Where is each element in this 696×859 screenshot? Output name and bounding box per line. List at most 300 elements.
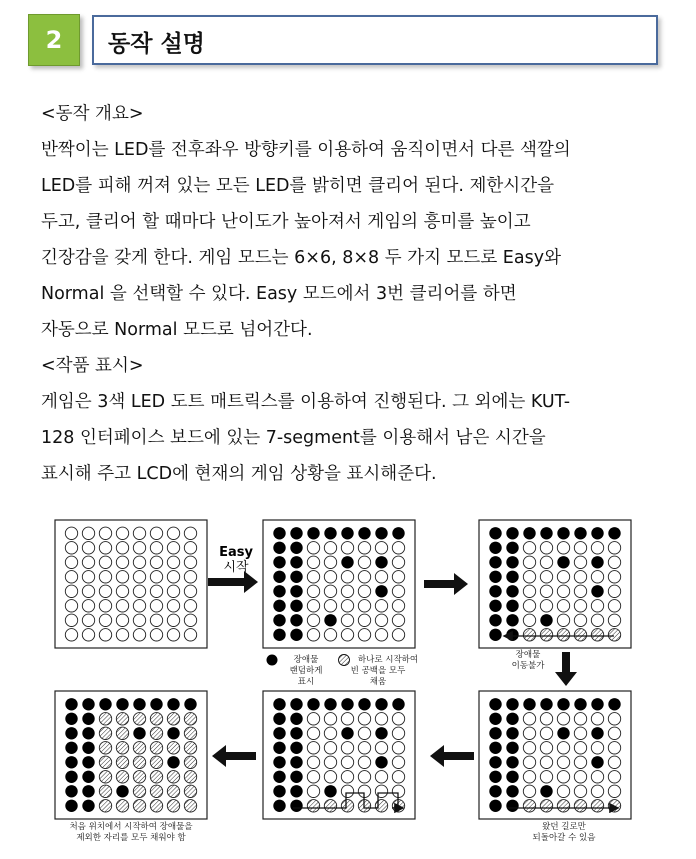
led-empty: [523, 556, 535, 568]
led-filled: [99, 713, 111, 725]
led-empty: [82, 556, 94, 568]
led-empty: [540, 542, 552, 554]
led-obstacle: [489, 527, 501, 539]
step-arrow-4: [430, 745, 474, 767]
led-empty: [307, 556, 319, 568]
led-empty: [307, 756, 319, 768]
led-empty: [523, 771, 535, 783]
led-obstacle: [273, 785, 285, 797]
text-line: 두고, 클리어 할 때마다 난이도가 높아져서 게임의 흥미를 높이고: [41, 212, 531, 232]
led-filled: [150, 785, 162, 797]
led-empty: [375, 571, 387, 583]
led-obstacle: [489, 800, 501, 812]
led-empty: [82, 542, 94, 554]
led-empty: [358, 556, 370, 568]
led-empty: [608, 542, 620, 554]
text-line: LED를 피해 꺼져 있는 모든 LED를 밝히면 클리어 된다. 제한시간을: [41, 176, 555, 196]
led-empty: [307, 713, 319, 725]
led-obstacle: [608, 527, 620, 539]
led-obstacle: [591, 527, 603, 539]
led-obstacle: [82, 698, 94, 710]
led-obstacle: [324, 698, 336, 710]
led-filled: [99, 756, 111, 768]
obstacle-legend-icon: [267, 655, 278, 666]
led-obstacle: [506, 600, 518, 612]
text-line: 표시해 주고 LCD에 현재의 게임 상황을 표시해준다.: [41, 464, 437, 484]
section-title: 동작 설명: [108, 31, 205, 57]
led-obstacle: [591, 585, 603, 597]
led-empty: [116, 629, 128, 641]
led-obstacle: [341, 556, 353, 568]
led-empty: [133, 585, 145, 597]
note-final-line2: 제외한 자리를 모두 채워야 함: [76, 833, 186, 843]
led-empty: [341, 713, 353, 725]
led-empty: [184, 542, 196, 554]
note-final-line1: 처음 위치에서 시작하여 장애물을: [69, 822, 193, 832]
led-obstacle: [506, 556, 518, 568]
matrix-frame: [55, 520, 207, 648]
led-empty: [358, 542, 370, 554]
led-empty: [133, 542, 145, 554]
led-empty: [65, 629, 77, 641]
led-obstacle: [591, 756, 603, 768]
led-empty: [99, 556, 111, 568]
led-empty: [150, 527, 162, 539]
led-empty: [591, 742, 603, 754]
led-obstacle: [82, 800, 94, 812]
led-obstacle: [506, 713, 518, 725]
led-obstacle: [608, 698, 620, 710]
led-empty: [150, 614, 162, 626]
led-empty: [608, 556, 620, 568]
matrix-frame: [263, 691, 415, 819]
led-obstacle: [506, 698, 518, 710]
led-obstacle: [506, 542, 518, 554]
led-empty: [65, 527, 77, 539]
led-empty: [150, 571, 162, 583]
led-obstacle: [290, 571, 302, 583]
led-empty: [184, 527, 196, 539]
led-empty: [574, 785, 586, 797]
led-obstacle: [540, 698, 552, 710]
led-obstacle: [116, 785, 128, 797]
led-empty: [392, 600, 404, 612]
led-filled: [99, 742, 111, 754]
led-obstacle: [290, 600, 302, 612]
led-obstacle: [65, 800, 77, 812]
led-obstacle: [506, 571, 518, 583]
led-empty: [591, 713, 603, 725]
led-empty: [116, 614, 128, 626]
led-obstacle: [489, 614, 501, 626]
led-empty: [591, 785, 603, 797]
led-empty: [540, 742, 552, 754]
led-empty: [540, 727, 552, 739]
led-obstacle: [290, 756, 302, 768]
led-empty: [133, 556, 145, 568]
led-empty: [82, 527, 94, 539]
led-filled: [167, 800, 179, 812]
led-empty: [392, 771, 404, 783]
led-empty: [392, 585, 404, 597]
step-arrow-3: [555, 652, 577, 686]
led-filled: [184, 785, 196, 797]
led-empty: [358, 727, 370, 739]
led-obstacle: [167, 756, 179, 768]
led-empty: [341, 785, 353, 797]
led-empty: [307, 629, 319, 641]
note-return-line2: 되돌아갈 수 있음: [532, 833, 596, 843]
led-obstacle: [167, 727, 179, 739]
led-filled: [150, 742, 162, 754]
led-empty: [574, 600, 586, 612]
led-filled: [150, 713, 162, 725]
led-empty: [341, 600, 353, 612]
led-empty: [341, 629, 353, 641]
led-empty: [99, 585, 111, 597]
led-obstacle: [273, 585, 285, 597]
led-empty: [392, 742, 404, 754]
led-filled: [99, 785, 111, 797]
led-empty: [358, 713, 370, 725]
led-filled: [557, 800, 569, 812]
led-empty: [557, 771, 569, 783]
led-empty: [82, 629, 94, 641]
led-empty: [591, 542, 603, 554]
led-obstacle: [574, 527, 586, 539]
legend-obstacle-line2: 랜덤하게: [289, 666, 323, 676]
led-obstacle: [358, 527, 370, 539]
led-obstacle: [290, 556, 302, 568]
led-empty: [116, 527, 128, 539]
led-obstacle: [506, 742, 518, 754]
led-empty: [341, 742, 353, 754]
led-obstacle: [82, 742, 94, 754]
led-filled: [133, 742, 145, 754]
led-empty: [523, 614, 535, 626]
led-empty: [540, 771, 552, 783]
led-empty: [574, 742, 586, 754]
led-obstacle: [523, 698, 535, 710]
legend-fill-line1: 하나로 시작하여: [357, 655, 419, 665]
led-empty: [116, 585, 128, 597]
led-obstacle: [65, 727, 77, 739]
legend-obstacle-line3: 표시: [297, 677, 315, 687]
led-empty: [184, 629, 196, 641]
led-obstacle: [591, 556, 603, 568]
led-empty: [307, 614, 319, 626]
led-filled: [184, 742, 196, 754]
led-filled: [184, 756, 196, 768]
led-empty: [150, 585, 162, 597]
led-obstacle: [184, 698, 196, 710]
led-empty: [540, 556, 552, 568]
led-filled: [116, 800, 128, 812]
led-matrix: [263, 691, 415, 819]
led-filled: [116, 713, 128, 725]
led-obstacle: [290, 771, 302, 783]
step-arrow-5: [212, 745, 256, 767]
led-empty: [82, 585, 94, 597]
heading-display: <작품 표시>: [41, 356, 144, 376]
led-empty: [184, 585, 196, 597]
note-blocked-line1: 장애물: [515, 650, 541, 660]
led-filled: [133, 756, 145, 768]
led-obstacle: [167, 698, 179, 710]
led-empty: [523, 727, 535, 739]
led-empty: [358, 571, 370, 583]
led-empty: [167, 542, 179, 554]
led-obstacle: [273, 756, 285, 768]
led-empty: [324, 771, 336, 783]
led-obstacle: [557, 556, 569, 568]
led-obstacle: [489, 771, 501, 783]
led-empty: [324, 727, 336, 739]
filled-legend-icon: [339, 655, 350, 666]
led-empty: [608, 571, 620, 583]
led-filled: [184, 800, 196, 812]
led-obstacle: [307, 698, 319, 710]
led-empty: [65, 600, 77, 612]
led-obstacle: [540, 614, 552, 626]
led-obstacle: [489, 600, 501, 612]
led-empty: [167, 614, 179, 626]
led-empty: [324, 571, 336, 583]
led-empty: [358, 614, 370, 626]
led-empty: [150, 629, 162, 641]
led-obstacle: [540, 785, 552, 797]
led-filled: [557, 629, 569, 641]
led-obstacle: [82, 713, 94, 725]
led-filled: [116, 756, 128, 768]
led-empty: [184, 571, 196, 583]
led-obstacle: [506, 527, 518, 539]
led-empty: [574, 556, 586, 568]
led-empty: [167, 571, 179, 583]
led-empty: [608, 771, 620, 783]
led-filled: [133, 713, 145, 725]
led-obstacle: [489, 698, 501, 710]
led-obstacle: [290, 542, 302, 554]
led-filled: [116, 742, 128, 754]
led-empty: [574, 542, 586, 554]
led-obstacle: [574, 698, 586, 710]
led-obstacle: [273, 629, 285, 641]
led-filled: [523, 629, 535, 641]
led-filled: [540, 800, 552, 812]
led-empty: [540, 571, 552, 583]
led-empty: [358, 771, 370, 783]
led-obstacle: [290, 800, 302, 812]
led-empty: [167, 556, 179, 568]
led-obstacle: [65, 742, 77, 754]
led-empty: [591, 571, 603, 583]
led-obstacle: [489, 756, 501, 768]
led-empty: [324, 713, 336, 725]
led-obstacle: [82, 756, 94, 768]
led-obstacle: [273, 713, 285, 725]
led-empty: [375, 771, 387, 783]
led-empty: [608, 756, 620, 768]
led-obstacle: [557, 727, 569, 739]
led-obstacle: [290, 742, 302, 754]
heading-overview: <동작 개요>: [41, 104, 144, 124]
led-empty: [82, 614, 94, 626]
led-obstacle: [506, 756, 518, 768]
legend-obstacle-line1: 장애물: [293, 655, 319, 665]
legend-fill-line2: 빈 공백을 모두: [350, 666, 406, 676]
led-empty: [375, 629, 387, 641]
led-obstacle: [273, 527, 285, 539]
text-line: 게임은 3색 LED 도트 매트릭스를 이용하여 진행된다. 그 외에는 KUT-: [41, 392, 571, 412]
step-arrow-2: [424, 573, 468, 595]
led-obstacle: [341, 727, 353, 739]
start-label: 시작: [223, 560, 249, 575]
led-empty: [167, 585, 179, 597]
led-empty: [307, 771, 319, 783]
led-obstacle: [506, 585, 518, 597]
led-empty: [133, 527, 145, 539]
led-matrix: [55, 520, 207, 648]
led-filled: [591, 800, 603, 812]
led-empty: [523, 585, 535, 597]
led-empty: [557, 542, 569, 554]
led-empty: [392, 542, 404, 554]
led-empty: [608, 785, 620, 797]
led-empty: [375, 713, 387, 725]
led-obstacle: [273, 771, 285, 783]
led-obstacle: [133, 698, 145, 710]
led-empty: [557, 585, 569, 597]
led-empty: [574, 571, 586, 583]
led-empty: [540, 600, 552, 612]
led-empty: [167, 629, 179, 641]
led-obstacle: [375, 527, 387, 539]
led-empty: [341, 614, 353, 626]
easy-label: Easy: [219, 545, 253, 560]
note-return-line1: 왔던 길로만: [542, 822, 586, 832]
led-obstacle: [557, 527, 569, 539]
note-blocked-line2: 이동불가: [511, 661, 545, 671]
led-filled: [99, 727, 111, 739]
led-obstacle: [489, 542, 501, 554]
led-obstacle: [489, 556, 501, 568]
led-obstacle: [591, 698, 603, 710]
led-filled: [375, 800, 387, 812]
led-filled: [608, 800, 620, 812]
led-empty: [608, 727, 620, 739]
led-empty: [591, 614, 603, 626]
led-obstacle: [341, 527, 353, 539]
led-filled: [150, 771, 162, 783]
led-obstacle: [506, 771, 518, 783]
led-empty: [150, 600, 162, 612]
led-empty: [150, 556, 162, 568]
led-obstacle: [392, 527, 404, 539]
led-empty: [540, 756, 552, 768]
led-empty: [167, 527, 179, 539]
led-empty: [523, 756, 535, 768]
led-filled: [591, 629, 603, 641]
led-obstacle: [65, 698, 77, 710]
led-empty: [392, 614, 404, 626]
led-filled: [184, 713, 196, 725]
led-empty: [523, 571, 535, 583]
led-obstacle: [489, 585, 501, 597]
led-obstacle: [65, 756, 77, 768]
led-empty: [82, 571, 94, 583]
led-obstacle: [375, 556, 387, 568]
led-obstacle: [273, 727, 285, 739]
led-empty: [99, 614, 111, 626]
led-obstacle: [116, 698, 128, 710]
led-empty: [65, 556, 77, 568]
led-empty: [392, 629, 404, 641]
led-empty: [392, 756, 404, 768]
led-obstacle: [324, 527, 336, 539]
led-obstacle: [557, 698, 569, 710]
led-filled: [167, 713, 179, 725]
led-empty: [375, 742, 387, 754]
led-empty: [358, 756, 370, 768]
led-empty: [324, 542, 336, 554]
led-empty: [392, 571, 404, 583]
led-empty: [307, 785, 319, 797]
led-empty: [65, 542, 77, 554]
led-filled: [574, 629, 586, 641]
led-obstacle: [65, 713, 77, 725]
matrix-frame: [55, 691, 207, 819]
led-empty: [116, 556, 128, 568]
led-empty: [591, 600, 603, 612]
led-empty: [358, 629, 370, 641]
led-empty: [574, 585, 586, 597]
led-obstacle: [273, 571, 285, 583]
led-empty: [341, 542, 353, 554]
matrix-frame: [263, 520, 415, 648]
led-empty: [307, 585, 319, 597]
led-filled: [307, 800, 319, 812]
led-empty: [341, 585, 353, 597]
led-obstacle: [290, 785, 302, 797]
led-empty: [167, 600, 179, 612]
led-obstacle: [273, 600, 285, 612]
led-empty: [99, 542, 111, 554]
led-empty: [557, 571, 569, 583]
led-obstacle: [273, 742, 285, 754]
led-empty: [116, 571, 128, 583]
matrix-frame: [479, 520, 631, 648]
led-empty: [116, 600, 128, 612]
led-filled: [574, 800, 586, 812]
led-matrices: [55, 520, 631, 819]
led-empty: [375, 600, 387, 612]
led-filled: [167, 785, 179, 797]
led-empty: [324, 600, 336, 612]
led-empty: [184, 614, 196, 626]
text-line: 자동으로 Normal 모드로 넘어간다.: [41, 320, 313, 340]
led-obstacle: [290, 713, 302, 725]
led-filled: [167, 742, 179, 754]
led-obstacle: [506, 629, 518, 641]
led-filled: [150, 756, 162, 768]
led-obstacle: [273, 698, 285, 710]
led-obstacle: [489, 727, 501, 739]
text-line: Normal 을 선택할 수 있다. Easy 모드에서 3번 클리어를 하면: [41, 284, 517, 304]
led-filled: [523, 800, 535, 812]
led-empty: [574, 727, 586, 739]
led-empty: [557, 756, 569, 768]
